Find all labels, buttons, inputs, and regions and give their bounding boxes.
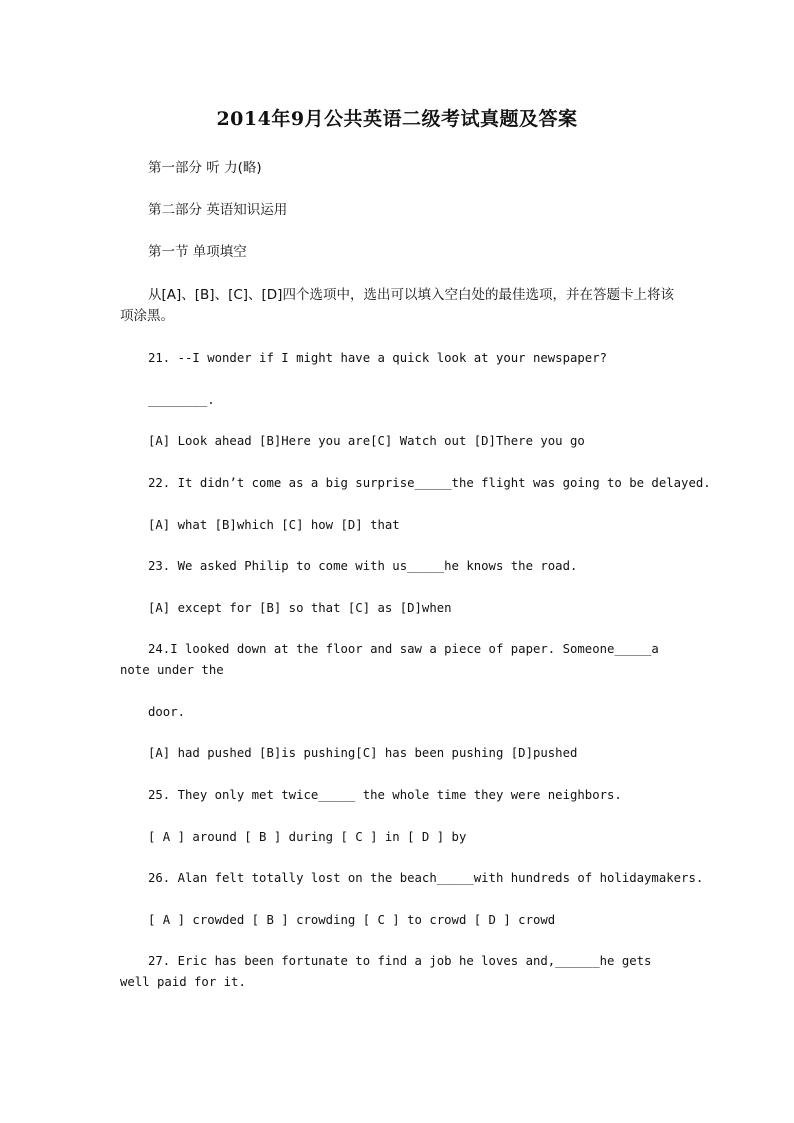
question-21-stem: 21. --I wonder if I might have a quick look at your newspaper? (148, 351, 608, 365)
document-title: 2014年9月公共英语二级考试真题及答案 (216, 108, 578, 130)
question-24-continuation: door. (148, 705, 186, 719)
section-one-heading: 第一节 单项填空 (148, 244, 247, 260)
part-one-heading: 第一部分 听 力(略) (148, 160, 262, 176)
question-25-stem: 25. They only met twice_____ the whole time they were neighbors. (148, 788, 622, 802)
instructions-paragraph: 从[A]、[B]、[C]、[D]四个选项中，选出可以填入空白处的最佳选项，并在答题卡上将该项涂黑。 (120, 287, 674, 324)
question-21-blank: ________. (148, 393, 215, 407)
part-two-heading: 第二部分 英语知识运用 (148, 202, 288, 218)
question-23-options: [A] except for [B] so that [C] as [D]when (148, 601, 452, 615)
question-26-options: [ A ] crowded [ B ] crowding [ C ] to crowd [ D ] crowd (148, 913, 556, 927)
question-22-options: [A] what [B]which [C] how [D] that (148, 518, 400, 532)
question-24-options: [A] had pushed [B]is pushing[C] has been pushing [D]pushed (148, 746, 578, 760)
question-25-options: [ A ] around [ B ] during [ C ] in [ D ] by (148, 830, 467, 844)
question-24-stem: 24.I looked down at the floor and saw a piece of paper. Someone_____a note under the (120, 642, 659, 677)
question-23-stem: 23. We asked Philip to come with us_____he knows the road. (148, 559, 578, 573)
question-21-options: [A] Look ahead [B]Here you are[C] Watch out [D]There you go (148, 434, 585, 448)
question-22-stem: 22. It didn’t come as a big surprise_____the flight was going to be delayed. (148, 476, 711, 490)
question-27-stem: 27. Eric has been fortunate to find a job he loves and,______he gets well paid for it. (120, 954, 652, 989)
question-26-stem: 26. Alan felt totally lost on the beach_____with hundreds of holidaymakers. (148, 871, 704, 885)
